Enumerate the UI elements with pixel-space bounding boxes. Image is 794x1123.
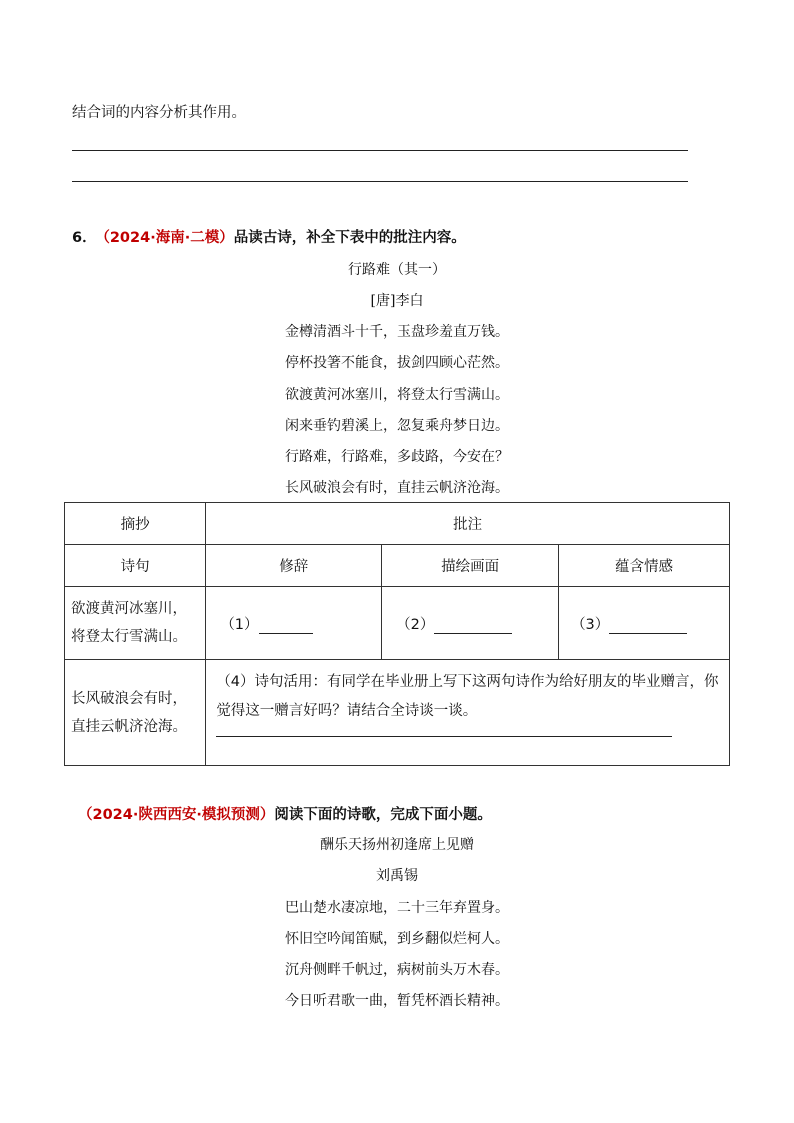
question-7-title (78, 803, 492, 824)
question-instruction: 品读古诗，补全下表中的批注内容。 (233, 230, 466, 246)
excerpt-line: 直挂云帆济沧海。 (71, 718, 187, 735)
subheader-scene: 描绘画面 (382, 545, 559, 587)
header-annotation: 批注 (206, 503, 730, 545)
poem-line: 怀旧空吟闻笛赋，到乡翻似烂柯人。 (285, 931, 509, 947)
question-source: （2024·陕西西安·模拟预测） (78, 807, 275, 823)
poem-line: 停杯投箸不能食，拔剑四顾心茫然。 (285, 355, 509, 371)
poem-line: 闲来垂钓碧溪上，忽复乘舟梦日边。 (285, 418, 509, 434)
poem-author: 刘禹锡 (376, 868, 418, 884)
excerpt-line: 将登太行雪满山。 (71, 629, 187, 645)
scene-cell (382, 587, 559, 660)
subheader-poem: 诗句 (65, 545, 206, 587)
question-6-title (72, 226, 466, 247)
answer-blank-1[interactable] (259, 617, 313, 634)
intro-text: 结合词的内容分析其作用。 (72, 105, 246, 121)
rhetoric-cell (206, 587, 382, 660)
subheader-rhetoric: 修辞 (206, 545, 382, 587)
poem-line: 沉舟侧畔千帆过，病树前头万木春。 (285, 962, 509, 978)
q4-cell (206, 660, 730, 766)
answer-blank-2[interactable] (434, 617, 512, 634)
header-excerpt: 摘抄 (65, 503, 206, 545)
excerpt-line: 长风破浪会有时， (71, 690, 187, 707)
question-number: 6． (72, 230, 97, 246)
poem-author: [唐]李白 (370, 293, 424, 309)
answer-line[interactable] (216, 736, 672, 737)
q4-prompt: （4）诗句活用：有同学在毕业册上写下这两句诗作为给好朋友的毕业赠言，你觉得这一赠言好吗？请结合全诗谈一谈。 (216, 674, 719, 719)
poem-line: 金樽清酒斗十千，玉盘珍羞直万钱。 (285, 324, 509, 340)
blank-label: （1） (220, 616, 259, 633)
row2-excerpt (65, 660, 206, 766)
blank-label: （2） (396, 616, 435, 633)
poem-title: 行路难（其一） (348, 262, 446, 278)
subheader-emotion: 蕴含情感 (559, 545, 730, 587)
poem-line: 今日听君歌一曲，暂凭杯酒长精神。 (285, 993, 509, 1009)
question-source: （2024·海南·二模） (102, 230, 234, 246)
poem-line: 巴山楚水凄凉地，二十三年弃置身。 (285, 900, 509, 916)
emotion-cell (559, 587, 730, 660)
poem-line: 欲渡黄河冰塞川，将登太行雪满山。 (285, 387, 509, 403)
annotation-table (64, 502, 730, 766)
blank-label: （3） (571, 616, 610, 633)
poem-line: 行路难，行路难，多歧路，今安在？ (285, 449, 509, 465)
question-instruction: 阅读下面的诗歌，完成下面小题。 (274, 807, 492, 823)
poem-title: 酬乐天扬州初逢席上见赠 (320, 837, 474, 853)
poem-line: 长风破浪会有时，直挂云帆济沧海。 (285, 480, 509, 496)
answer-line[interactable] (72, 181, 688, 182)
answer-line[interactable] (72, 150, 688, 151)
row1-excerpt (65, 587, 206, 660)
answer-blank-3[interactable] (609, 617, 687, 634)
excerpt-line: 欲渡黄河冰塞川， (71, 601, 187, 617)
